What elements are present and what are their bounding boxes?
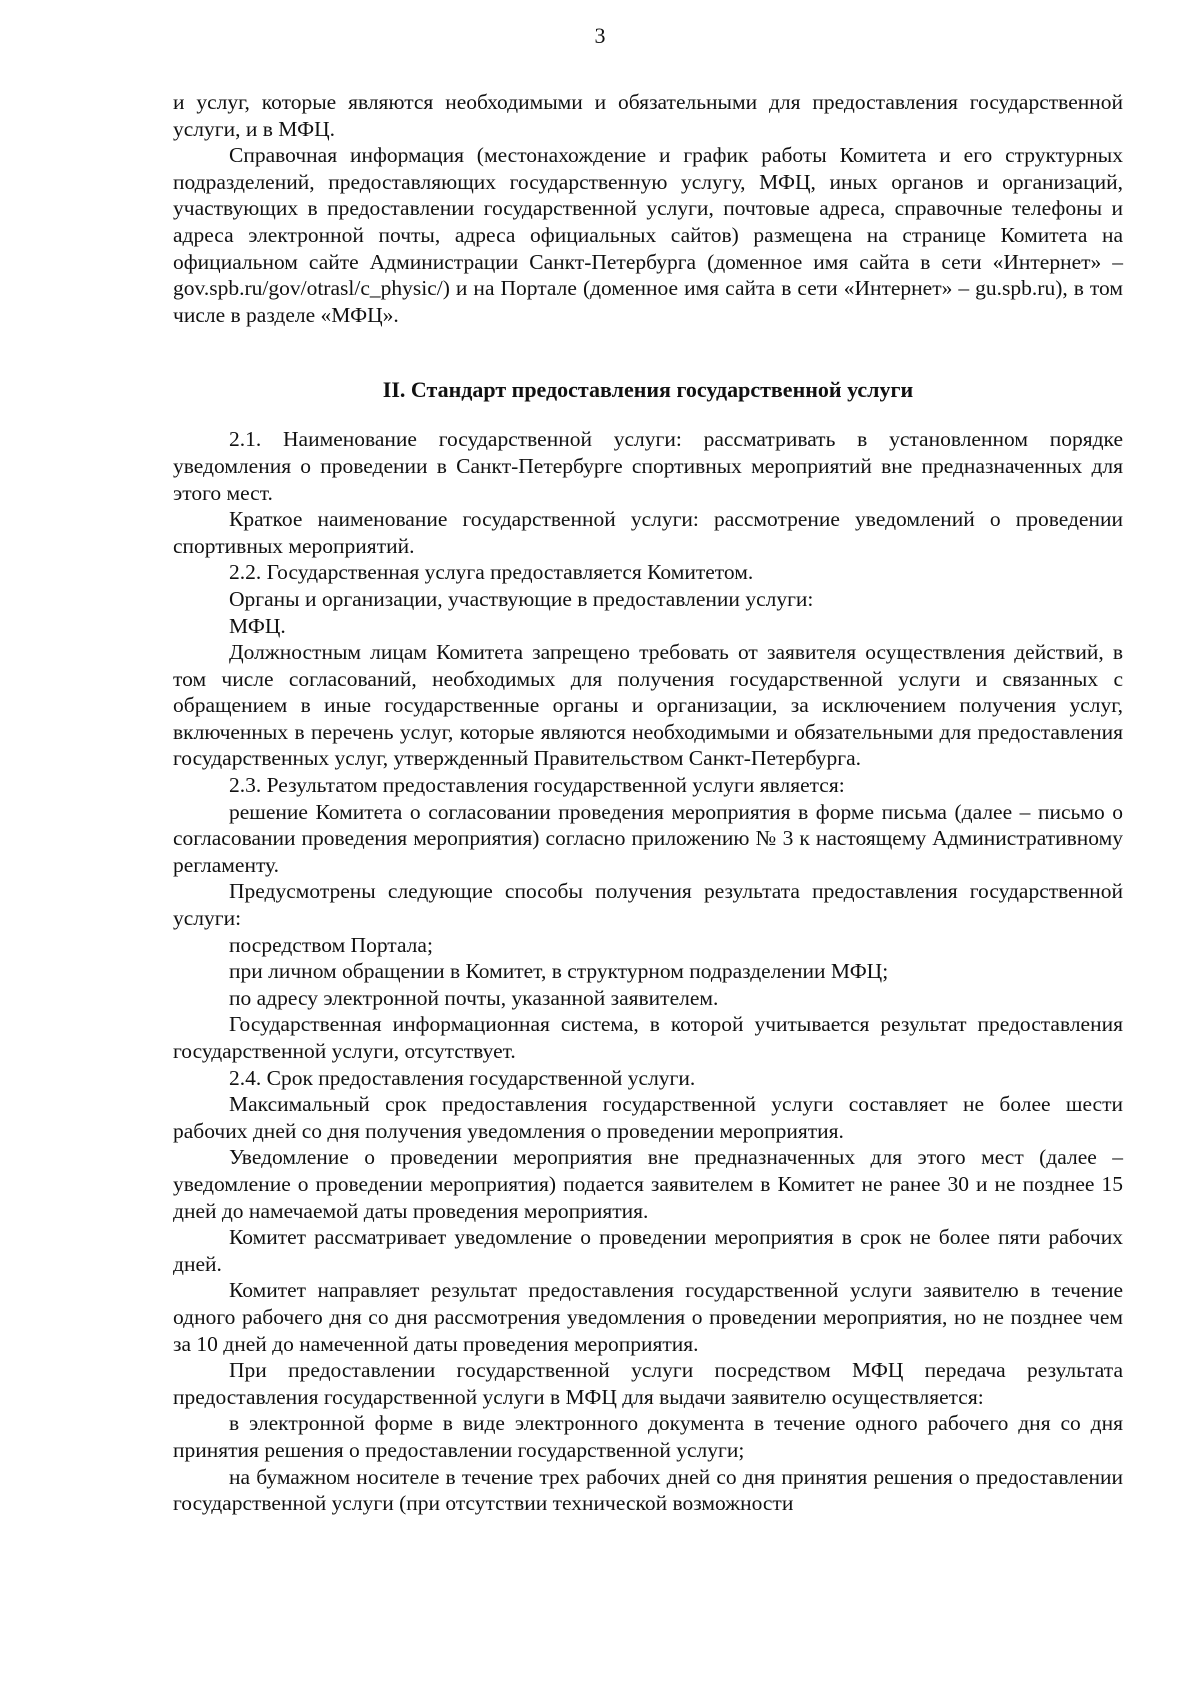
paragraph: 2.4. Срок предоставления государственной услуги. <box>229 1065 696 1090</box>
paragraph: при личном обращении в Комитет, в структурном подразделении МФЦ; <box>229 959 889 984</box>
paragraph: 2.2. Государственная услуга предоставляется Комитетом. <box>229 560 754 585</box>
paragraph: решение Комитета о согласовании проведения мероприятия в форме письма (далее – письмо о согласовании проведения мероприятия) согласно приложению № 3 к настоящему Административному регламенту. <box>173 799 1123 877</box>
paragraph: Государственная информационная система, в которой учитывается результат предоставления государственной услуги, отсутствует. <box>173 1012 1123 1063</box>
paragraph: Комитет направляет результат предоставления государственной услуги заявителю в течение одного рабочего дня со дня рассмотрения уведомления о проведении мероприятия, но не позднее чем за 10 дней до намеченной даты проведения мероприятия. <box>173 1278 1123 1356</box>
paragraph: 2.3. Результатом предоставления государственной услуги является: <box>229 773 845 798</box>
section-heading: II. Стандарт предоставления государственной услуги <box>382 377 914 403</box>
page-number: 3 <box>594 23 606 48</box>
paragraph: 2.1. Наименование государственной услуги: рассматривать в установленном порядке уведомления о проведении в Санкт-Петербурге спортивных мероприятий вне предназначенных для этого мест. <box>173 427 1123 505</box>
paragraph: Справочная информация (местонахождение и график работы Комитета и его структурных подразделений, предоставляющих государственную услугу, МФЦ, иных органов и организаций, участвующих в предоставлении государственной услуги, почтовые адреса, справочные телефоны и адреса электронной почты, адреса официальных сайтов) размещена на странице Комитета на официальном сайте Администрации Санкт-Петербурга (доменное имя сайта в сети «Интернет» – gov.spb.ru/gov/otrasl/c_physic/) и на Портале (доменное имя сайта в сети «Интернет» – gu.spb.ru), в том числе в разделе «МФЦ». <box>173 143 1123 327</box>
paragraph: Комитет рассматривает уведомление о проведении мероприятия в срок не более пяти рабочих дней. <box>173 1225 1123 1276</box>
paragraph: Предусмотрены следующие способы получения результата предоставления государственной услуги: <box>173 879 1123 931</box>
paragraph: на бумажном носителе в течение трех рабочих дней со дня принятия решения о предоставлении государственной услуги (при отсутствии технической возможности <box>173 1464 1123 1516</box>
paragraph: посредством Портала; <box>229 932 433 957</box>
paragraph: МФЦ. <box>229 613 286 638</box>
intro-paragraphs <box>173 89 1123 328</box>
paragraph: Должностным лицам Комитета запрещено требовать от заявителя осуществления действий, в том числе согласований, необходимых для получения государственной услуги и связанных с обращением в иные государственные органы и организации, за исключением получения услуг, включенных в перечень услуг, которые являются необходимыми и обязательными для предоставления государственных услуг, утвержденный Правительством Санкт-Петербурга. <box>173 640 1123 771</box>
paragraph: и услуг, которые являются необходимыми и обязательными для предоставления государственной услуги, и в МФЦ. <box>173 90 1123 141</box>
section-paragraphs <box>173 426 1123 1516</box>
document-body <box>173 89 1123 1517</box>
paragraph: Краткое наименование государственной услуги: рассмотрение уведомлений о проведении спортивных мероприятий. <box>173 507 1123 558</box>
paragraph: Органы и организации, участвующие в предоставлении услуги: <box>229 586 814 611</box>
paragraph: по адресу электронной почты, указанной заявителем. <box>229 985 719 1010</box>
paragraph: При предоставлении государственной услуги посредством МФЦ передача результата предоставления государственной услуги в МФЦ для выдачи заявителю осуществляется: <box>173 1358 1123 1409</box>
paragraph: Уведомление о проведении мероприятия вне предназначенных для этого мест (далее – уведомление о проведении мероприятия) подается заявителем в Комитет не ранее 30 и не позднее 15 дней до намечаемой даты проведения мероприятия. <box>173 1145 1123 1223</box>
paragraph: Максимальный срок предоставления государственной услуги составляет не более шести рабочих дней со дня получения уведомления о проведении мероприятия. <box>173 1092 1123 1143</box>
paragraph: в электронной форме в виде электронного документа в течение одного рабочего дня со дня принятия решения о предоставлении государственной услуги; <box>173 1411 1123 1462</box>
